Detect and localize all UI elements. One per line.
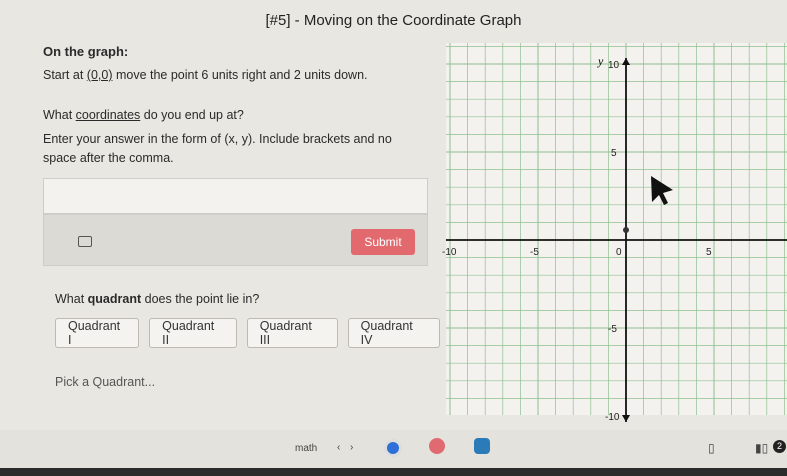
x-tick-label: -10 <box>442 247 457 258</box>
prompt-pre: What <box>43 108 76 122</box>
instruction-point: (0,0) <box>86 68 113 82</box>
x-tick-label: -5 <box>530 247 539 258</box>
question-heading: On the graph: <box>43 44 129 59</box>
x-tick-label: 0 <box>616 247 622 258</box>
quadrant-option-1[interactable]: Quadrant I <box>55 318 139 348</box>
bottom-edge <box>0 468 787 476</box>
battery-icon: ▮▯ <box>755 441 769 455</box>
files-icon[interactable] <box>474 438 490 454</box>
submit-button[interactable]: Submit <box>351 229 415 255</box>
quadrant-option-4[interactable]: Quadrant IV <box>348 318 440 348</box>
answer-input[interactable] <box>43 178 428 214</box>
page-title: [#5] - Moving on the Coordinate Graph <box>265 12 522 29</box>
y-tick-label: 5 <box>611 148 617 159</box>
y-axis-label: y <box>598 54 604 68</box>
form-instructions: Enter your answer in the form of (x, y). Include brackets and no space after the comma. <box>43 132 392 165</box>
quadrant-prompt-pre: What <box>55 292 88 306</box>
prompt-word: coordinates <box>75 108 141 122</box>
instruction-post: move the point 6 units right and 2 units down. <box>112 68 368 82</box>
quadrant-options <box>55 318 440 348</box>
app-icon[interactable] <box>429 438 445 454</box>
quadrant-selection-text: Pick a Quadrant... <box>55 375 156 389</box>
chevron-left-icon[interactable]: ‹ <box>337 442 341 453</box>
y-axis-arrow-down <box>622 415 630 422</box>
quadrant-prompt-bold: quadrant <box>87 292 142 306</box>
y-tick-label: 10 <box>608 60 620 71</box>
quadrant-option-2[interactable]: Quadrant II <box>149 318 237 348</box>
quadrant-prompt <box>55 292 259 306</box>
instruction-pre: Start at <box>43 68 87 82</box>
taskbar-label[interactable]: math <box>295 443 318 454</box>
chevron-right-icon[interactable]: › <box>350 442 354 453</box>
quadrant-prompt-post: does the point lie in? <box>141 292 260 306</box>
graph-point[interactable] <box>623 227 629 233</box>
taskbar <box>0 430 787 468</box>
browser-icon[interactable] <box>384 439 402 457</box>
y-tick-label: -10 <box>605 412 620 423</box>
quadrant-option-3[interactable]: Quadrant III <box>247 318 338 348</box>
notification-badge[interactable]: 2 <box>773 440 786 453</box>
coordinate-graph[interactable] <box>442 43 787 423</box>
prompt-post: do you end up at? <box>140 108 244 122</box>
y-tick-label: -5 <box>608 324 617 335</box>
answer-toolbar <box>43 214 428 266</box>
keyboard-icon[interactable] <box>78 236 92 247</box>
graph-background <box>446 43 787 415</box>
window-icon[interactable]: ▯ <box>708 441 715 455</box>
x-tick-label: 5 <box>706 247 712 258</box>
instruction-text <box>43 68 368 82</box>
coordinates-prompt <box>43 108 244 122</box>
